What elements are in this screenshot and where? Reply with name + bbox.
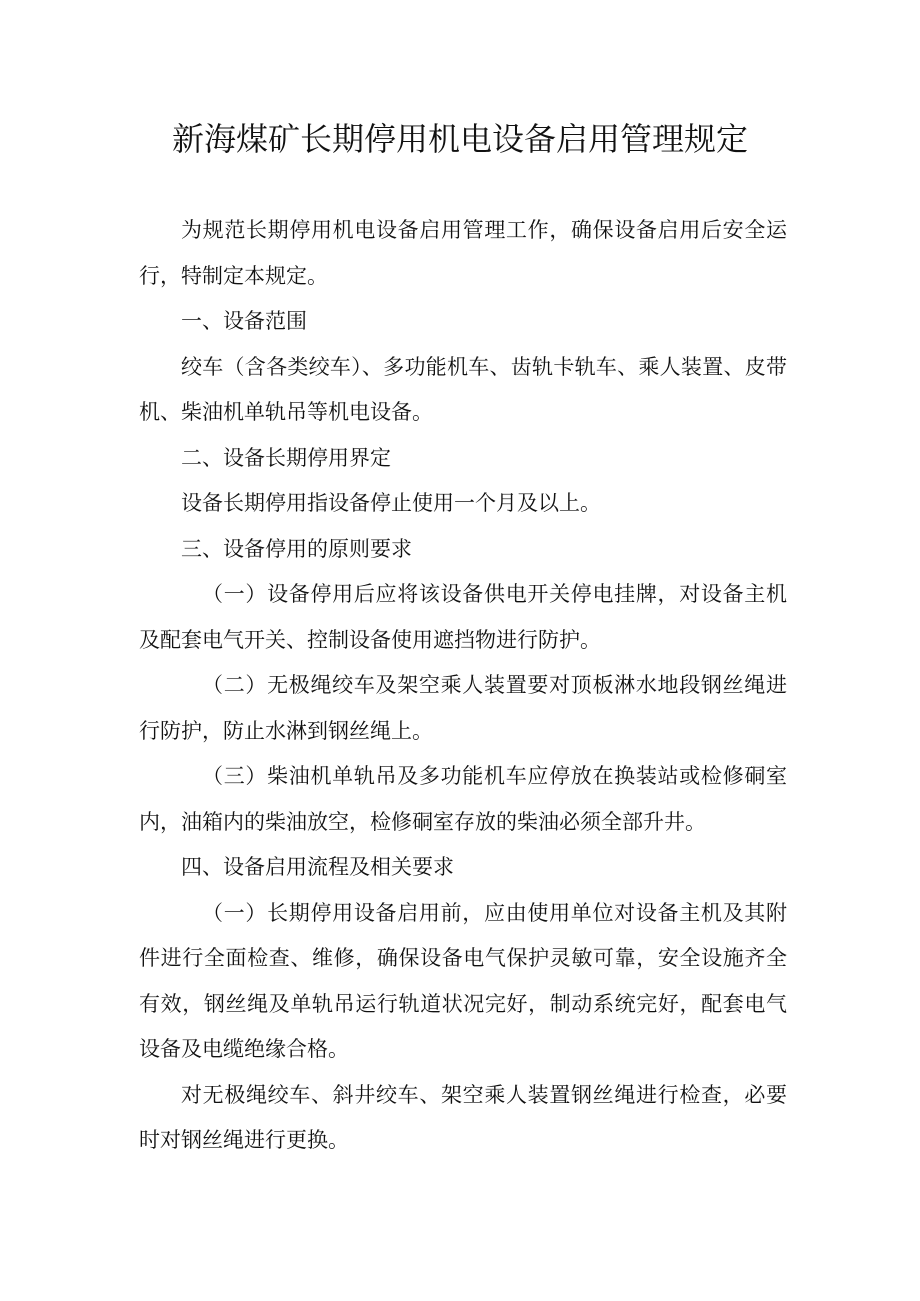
section-heading: 一、设备范围 bbox=[181, 309, 307, 333]
document-title: 新海煤矿长期停用机电设备启用管理规定 bbox=[171, 120, 748, 158]
section-heading: 四、设备启用流程及相关要求 bbox=[181, 855, 454, 879]
section-heading: 二、设备长期停用界定 bbox=[181, 445, 391, 470]
sub-item-paragraph: （一）长期停用设备启用前，应由使用单位对设备主机及其附件进行全面检查、维修，确保设备电气保护灵敏可靠，安全设施齐全有效，钢丝绳及单轨吊运行轨道状况完好，制动系统完好，配套电气设备及电缆绝缘合格。 bbox=[139, 900, 787, 1061]
document-body bbox=[139, 208, 787, 1164]
sub-item-paragraph: （二）无极绳绞车及架空乘人装置要对顶板淋水地段钢丝绳进行防护，防止水淋到钢丝绳上。 bbox=[139, 673, 787, 743]
body-paragraph: 设备长期停用指设备停止使用一个月及以上。 bbox=[181, 491, 601, 515]
body-paragraph: 对无极绳绞车、斜井绞车、架空乘人装置钢丝绳进行检查，必要时对钢丝绳进行更换。 bbox=[139, 1082, 787, 1152]
sub-item-paragraph: （三）柴油机单轨吊及多功能机车应停放在换装站或检修硐室内，油箱内的柴油放空，检修硐室存放的柴油必须全部升井。 bbox=[139, 764, 787, 834]
section-heading: 三、设备停用的原则要求 bbox=[181, 536, 412, 561]
sub-item-paragraph: （一）设备停用后应将该设备供电开关停电挂牌，对设备主机及配套电气开关、控制设备使用遮挡物进行防护。 bbox=[139, 582, 787, 652]
body-paragraph: 绞车（含各类绞车）、多功能机车、齿轨卡轨车、乘人装置、皮带机、柴油机单轨吊等机电设备。 bbox=[139, 354, 787, 424]
intro-paragraph: 为规范长期停用机电设备启用管理工作，确保设备启用后安全运行，特制定本规定。 bbox=[139, 218, 787, 288]
